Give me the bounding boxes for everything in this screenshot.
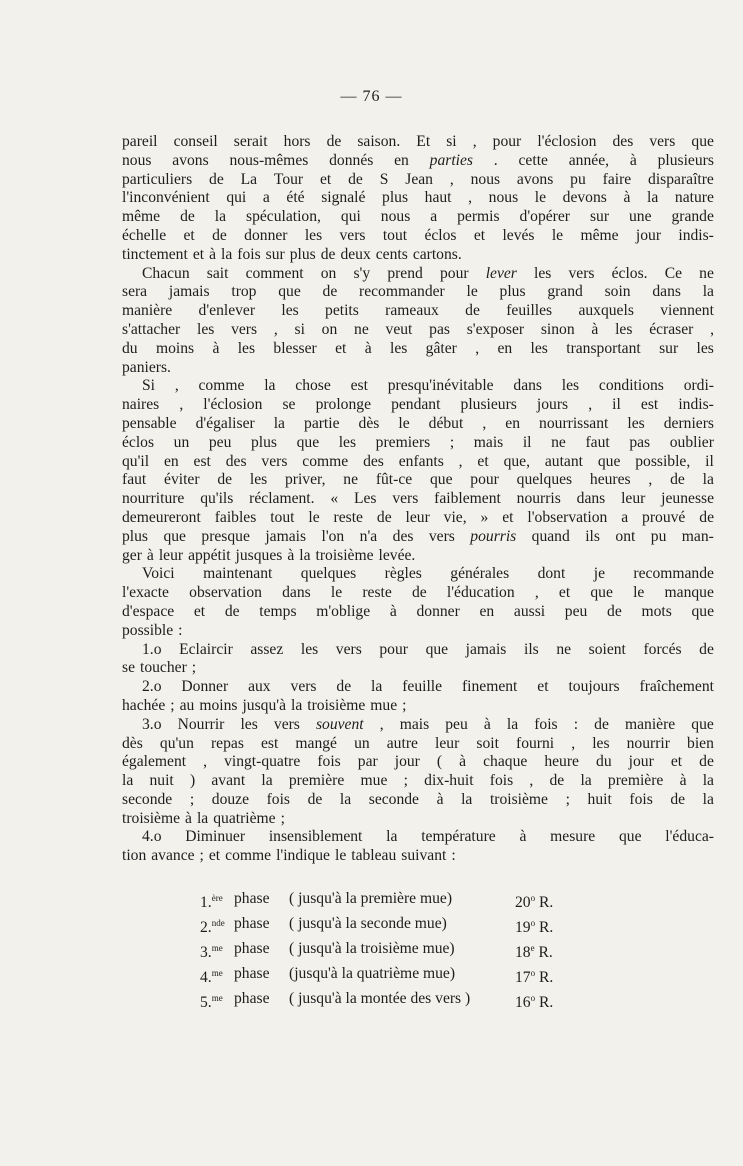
- text-line: ger à leur appétit jusques à la troisième levée.: [122, 546, 416, 564]
- text-line: hachée ; au moins jusqu'à la troisième mue ;: [122, 696, 407, 714]
- text-line: l'inconvénient qui a été signalé plus haut , nous le devons à la nature: [122, 189, 714, 207]
- table-row: [200, 888, 575, 913]
- text-line: échelle et de donner les vers tout éclos et levés le même jour indis-: [122, 226, 714, 244]
- text-line: même de la spéculation, qui nous a permis d'opérer sur une grande: [122, 208, 714, 226]
- text-line: possible :: [122, 621, 183, 639]
- text-line: plus que presque jamais l'on n'a des vers pourris quand ils ont pu man-: [122, 527, 714, 545]
- body-text: [122, 133, 714, 866]
- text-line: éclos un peu plus que les premiers ; mais il ne faut pas oublier: [122, 433, 714, 451]
- text-line: Chacun sait comment on s'y prend pour lever les vers éclos. Ce ne: [142, 264, 714, 282]
- text-line: nous avons nous-mêmes donnés en parties . cette année, à plusieurs: [122, 151, 714, 169]
- text-line: s'attacher les vers , si on ne veut pas s'exposer sinon à les écraser ,: [122, 320, 714, 338]
- phase-number: 2.$^{nde}$: [200, 918, 225, 936]
- text-line: troisième à la quatrième ;: [122, 809, 285, 827]
- text-line: qu'il en est des vers comme des enfants , et que, autant que possible, il: [122, 452, 714, 470]
- phase-number: 5.$^{me}$: [200, 993, 223, 1011]
- phase-temperature: 19$^o$ R.: [515, 918, 554, 936]
- text-line: paniers.: [122, 358, 171, 376]
- text-line: naires , l'éclosion se prolonge pendant plusieurs jours , il est indis-: [122, 396, 714, 414]
- table-row: [200, 913, 575, 938]
- phase-temperature-table: [200, 888, 575, 1013]
- table-row: [200, 963, 575, 988]
- phase-number: 3.$^{me}$: [200, 943, 223, 961]
- table-row: [200, 938, 575, 963]
- text-line: faut éviter de les priver, ne fût-ce que pour quelques heures , de la: [122, 471, 714, 489]
- text-line: sera jamais trop que de recommander le plus grand soin dans la: [122, 283, 714, 301]
- text-line: pensable d'égaliser la partie dès le début , en nourrissant les derniers: [122, 414, 714, 432]
- text-line: la nuit ) avant la première mue ; dix-huit fois , de la première à la: [122, 772, 714, 790]
- phase-label: phase: [234, 890, 270, 907]
- text-line: d'espace et de temps m'oblige à donner en aussi peu de mots que: [122, 602, 714, 620]
- phase-temperature: 20$^o$ R.: [515, 893, 554, 911]
- text-line: se toucher ;: [122, 659, 197, 677]
- text-line: particuliers de La Tour et de S Jean , nous avons pu faire disparaître: [122, 170, 714, 188]
- phase-temperature: 16$^o$ R.: [515, 993, 554, 1011]
- text-line: 2.o Donner aux vers de la feuille finement et toujours fraîchement: [142, 678, 714, 696]
- text-line: 3.o Nourrir les vers souvent , mais peu à la fois : de manière que: [142, 715, 714, 733]
- phase-label: phase: [234, 915, 270, 932]
- text-line: nourriture qu'ils réclament. « Les vers faiblement nourris dans leur jeunesse: [122, 490, 714, 508]
- phase-temperature: 18e R.: [515, 943, 553, 961]
- text-line: manière d'enlever les petits rameaux de feuilles auxquels viennent: [122, 302, 714, 320]
- text-line: 1.o Eclaircir assez les vers pour que jamais ils ne soient forcés de: [142, 640, 714, 658]
- text-line: seconde ; douze fois de la seconde à la troisième ; huit fois de la: [122, 790, 714, 808]
- text-line: Voici maintenant quelques règles générales dont je recommande: [142, 565, 714, 583]
- table-row: [200, 988, 575, 1013]
- phase-label: phase: [234, 940, 270, 957]
- phase-description: ( jusqu'à la seconde mue): [289, 915, 447, 932]
- phase-description: ( jusqu'à la première mue): [289, 890, 453, 907]
- phase-temperature: 17$^o$ R.: [515, 968, 554, 986]
- phase-label: phase: [234, 990, 270, 1007]
- text-line: tion avance ; et comme l'indique le tableau suivant :: [122, 847, 456, 865]
- phase-number: 1.$^{ère}$: [200, 893, 223, 911]
- phase-description: (jusqu'à la quatrième mue): [289, 965, 456, 982]
- text-line: pareil conseil serait hors de saison. Et si , pour l'éclosion des vers que: [122, 133, 714, 150]
- phase-description: ( jusqu'à la montée des vers ): [289, 990, 471, 1007]
- phase-label: phase: [234, 965, 270, 982]
- text-line: 4.o Diminuer insensiblement la température à mesure que l'éduca-: [142, 828, 714, 846]
- text-line: Si , comme la chose est presqu'inévitable dans les conditions ordi-: [142, 377, 714, 395]
- text-line: tinctement et à la fois sur plus de deux cents cartons.: [122, 245, 462, 263]
- phase-number: 4.$^{me}$: [200, 968, 223, 986]
- text-line: l'exacte observation dans le reste de l'éducation , et que le manque: [122, 584, 714, 602]
- text-line: également , vingt-quatre fois par jour ( à chaque heure du jour et de: [122, 753, 714, 771]
- phase-description: ( jusqu'à la troisième mue): [289, 940, 455, 957]
- text-line: demeureront faibles tout le reste de leur vie, » et l'observation a prouvé de: [122, 508, 714, 526]
- text-line: dès qu'un repas est mangé un autre leur soit fourni , les nourrir bien: [122, 734, 714, 752]
- text-line: du moins à les blesser et à les gâter , en les transportant sur les: [122, 339, 714, 357]
- page-number: — 76 —: [340, 88, 403, 105]
